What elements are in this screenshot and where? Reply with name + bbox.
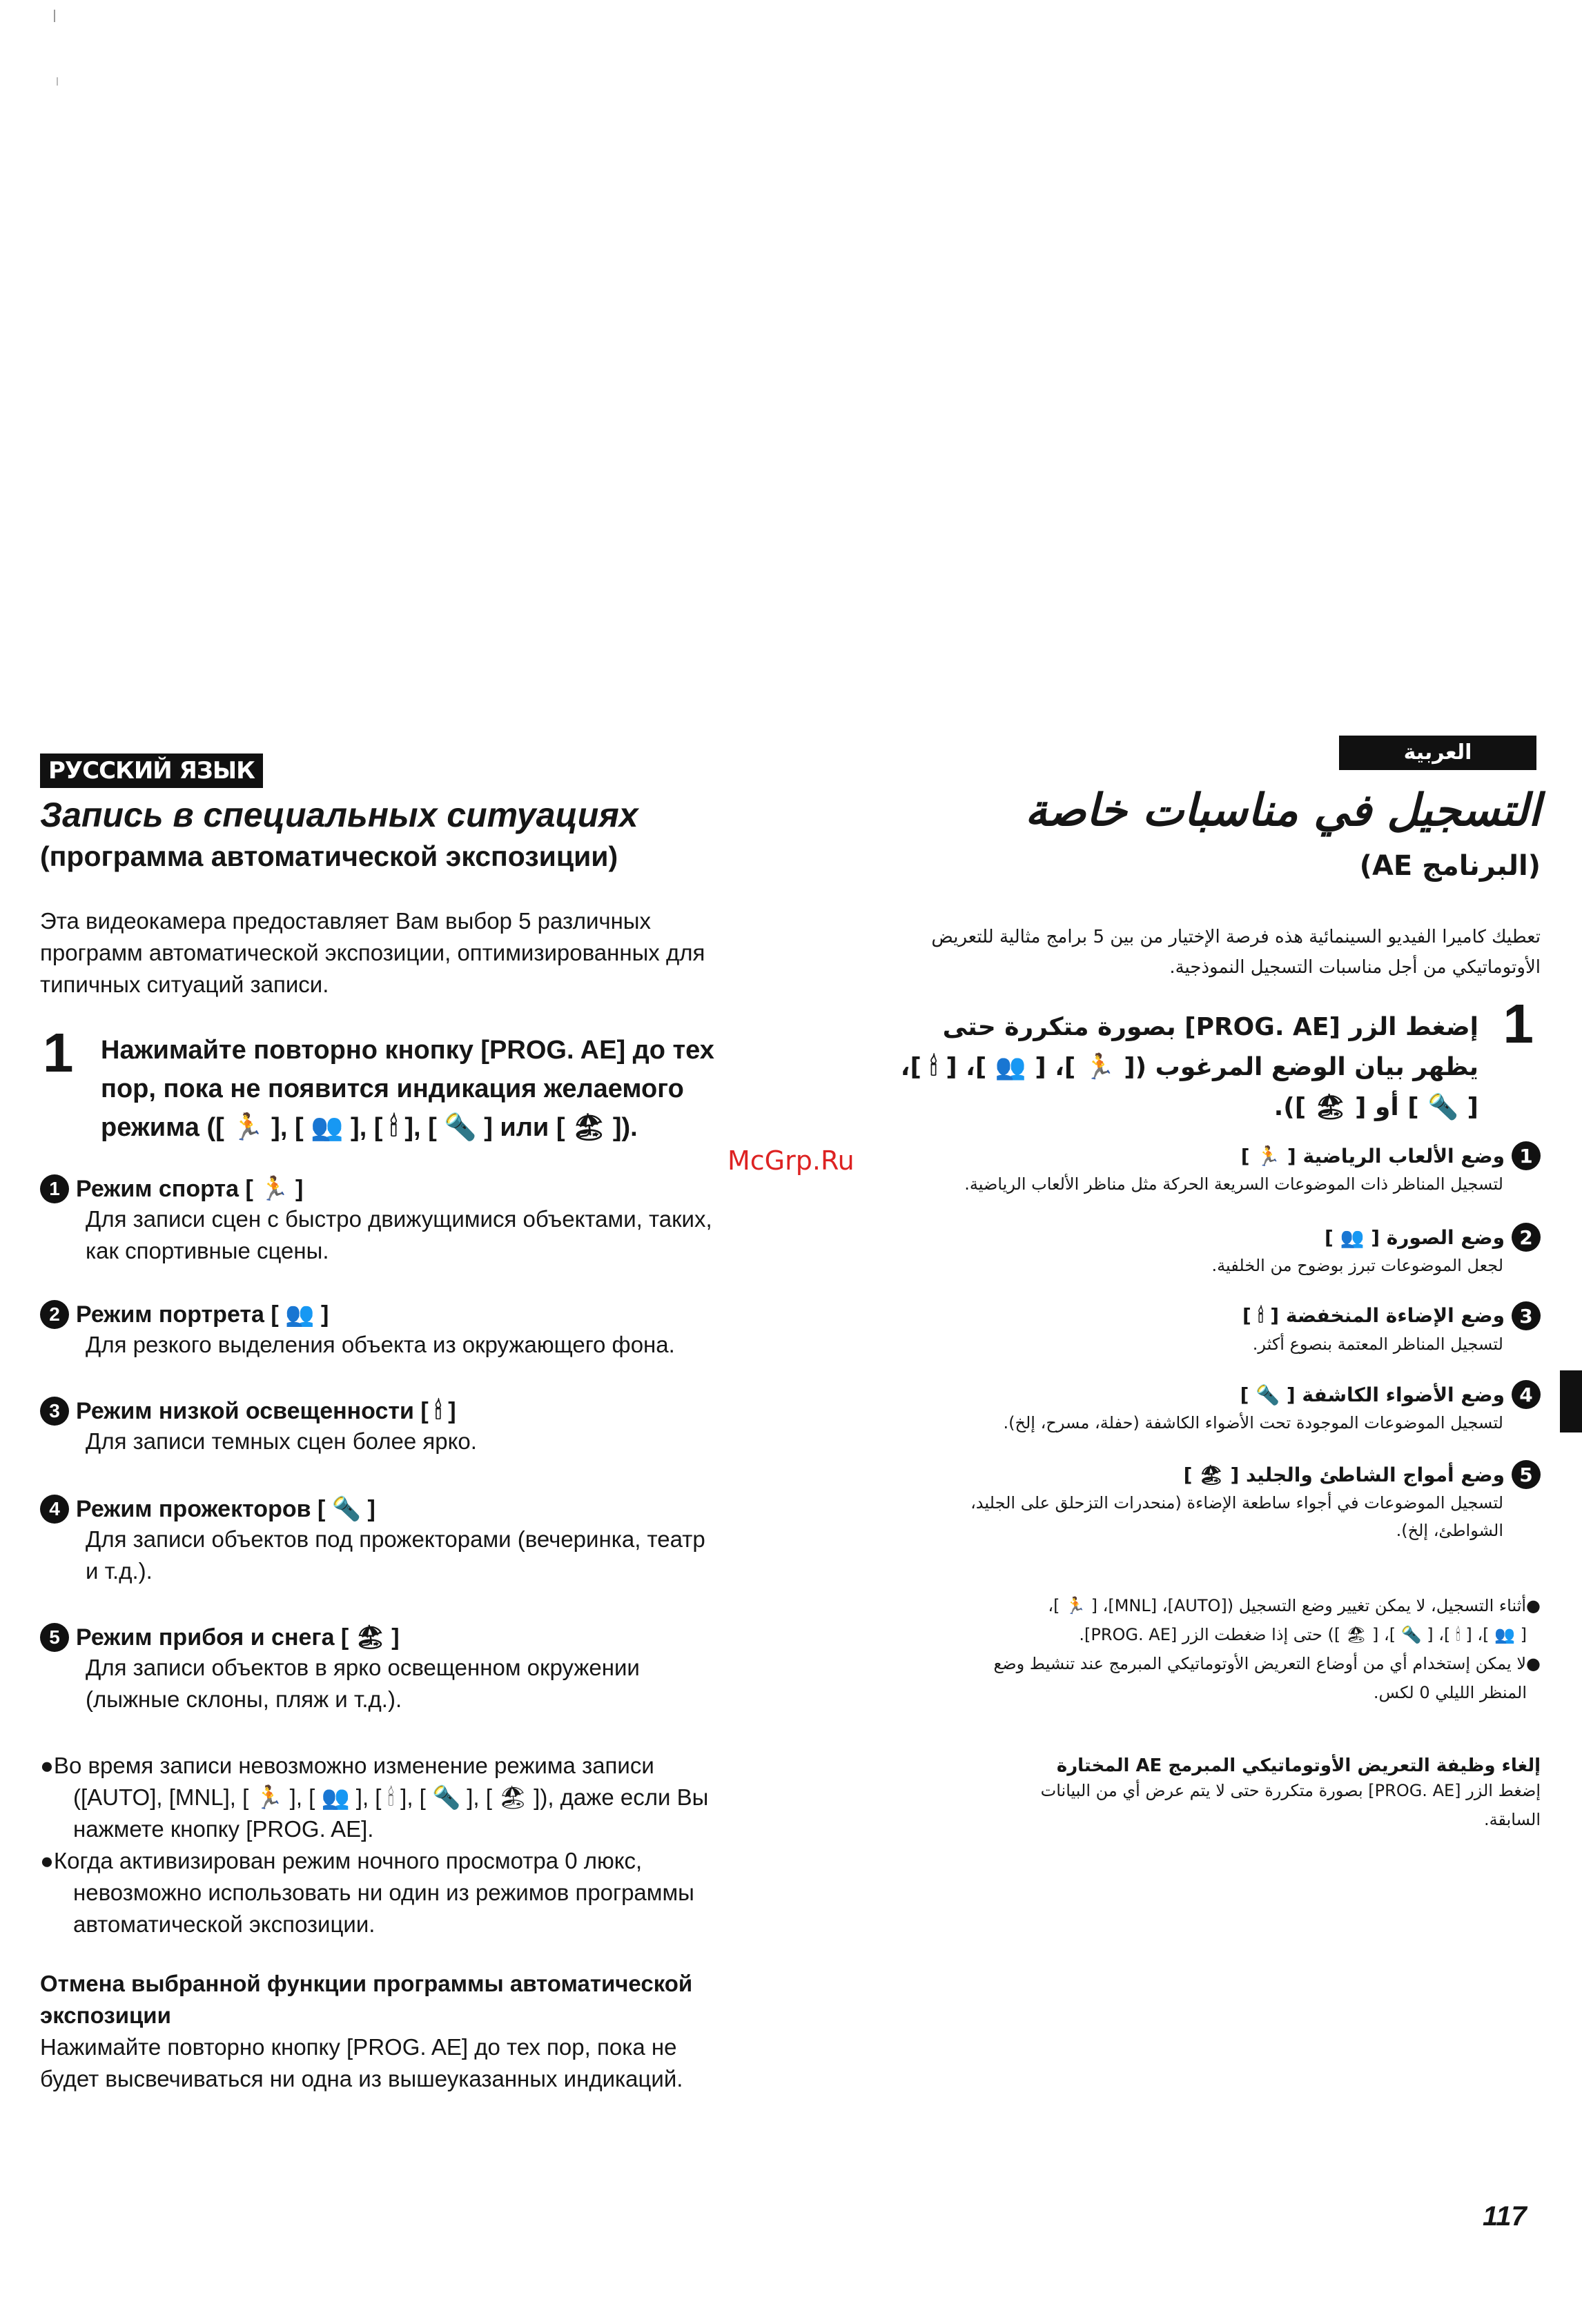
step-line: пор, пока не появится индикация желаемого — [101, 1074, 684, 1103]
mode-description-line: как спортивные сцены. — [86, 1238, 329, 1263]
mode-item-russian — [40, 1495, 813, 1587]
mode-item-russian — [40, 1174, 813, 1267]
cancel-text — [40, 2031, 813, 2095]
mode-item-russian — [40, 1623, 813, 1715]
scan-mark — [57, 77, 58, 86]
number-circle-icon: 2 — [40, 1300, 69, 1329]
mode-title-text: وضع الأضواء الكاشفة [ 🔦 ] — [1240, 1383, 1505, 1406]
mode-title-text: وضع أمواج الشاطئ والجليد [ 🏖 ] — [1183, 1463, 1505, 1486]
mode-description — [850, 1252, 1541, 1279]
mode-title — [40, 1623, 813, 1652]
number-circle-icon: 1 — [40, 1174, 69, 1203]
page-number: 117 — [1483, 2201, 1527, 2232]
mode-description-line: لتسجيل المناظر ذات الموضوعات السريعة الحركة مثل مناظر الألعاب الرياضية. — [964, 1174, 1503, 1194]
step-number-russian: 1 — [43, 1022, 74, 1083]
intro-arabic — [850, 922, 1541, 983]
mode-description — [850, 1330, 1541, 1358]
note-line: ●لا يمكن إستخدام أي من أوضاع التعريض الأوتوماتيكي المبرمج عند تنشيط وضع — [993, 1654, 1541, 1673]
cancel-text-line: السابقة. — [1483, 1810, 1541, 1829]
mode-title — [40, 1397, 813, 1426]
intro-russian — [40, 905, 813, 1001]
note-line: невозможно использовать ни один из режимов программы — [73, 1880, 694, 1905]
notes-arabic — [850, 1591, 1541, 1707]
subtitle-russian: (программа автоматической экспозиции) — [40, 840, 618, 872]
step-line: Нажимайте повторно кнопку [PROG. AE] до тех — [101, 1036, 714, 1065]
note-line: нажмете кнопку [PROG. AE]. — [73, 1816, 374, 1842]
mode-description-line: الشواطئ، إلخ). — [1396, 1521, 1503, 1540]
mode-item-arabic — [850, 1460, 1541, 1544]
intro-line: типичных ситуаций записи. — [40, 972, 329, 997]
intro-line: تعطيك كاميرا الفيديو السينمائية هذه فرصة الإختيار من بين 5 برامج مثالية للتعريض — [931, 927, 1541, 947]
mode-item-arabic — [850, 1380, 1541, 1437]
page-title-russian: Запись в специальных ситуациях — [40, 796, 638, 834]
mode-item-russian — [40, 1397, 813, 1457]
scan-mark — [54, 10, 55, 22]
note-line: ●Когда активизирован режим ночного просмотра 0 люкс, — [40, 1848, 643, 1873]
number-circle-icon: 4 — [40, 1495, 69, 1524]
intro-line: Эта видеокамера предоставляет Вам выбор 5 различных — [40, 908, 652, 934]
number-circle-icon: 2 — [1512, 1223, 1541, 1252]
note-item — [40, 1750, 813, 1845]
watermark: McGrp.Ru — [727, 1145, 855, 1176]
number-circle-icon: 5 — [40, 1623, 69, 1652]
mode-description-line: لتسجيل الموضوعات الموجودة تحت الأضواء الكاشفة (حفلة، مسرح، إلخ). — [1003, 1413, 1503, 1432]
mode-title — [850, 1141, 1541, 1170]
step-text-russian — [101, 1031, 819, 1147]
intro-line: الأوتوماتيكي من أجل مناسبات التسجيل النموذجية. — [1169, 957, 1541, 978]
subtitle-arabic: (البرنامج AE) — [1359, 850, 1541, 882]
mode-description-line: لتسجيل المناظر المعتمة بنصوع أكثر. — [1252, 1335, 1503, 1354]
mode-description — [40, 1524, 813, 1587]
mode-description — [40, 1203, 813, 1267]
cancel-section-arabic — [850, 1755, 1541, 1834]
mode-title-text: Режим низкой освещенности [ 🕯 ] — [76, 1397, 456, 1424]
cancel-text-line: إضغط الزر [PROG. AE] بصورة متكررة حتى لا يتم عرض أي من البيانات — [1040, 1781, 1541, 1800]
cancel-text-line: будет высвечиваться ни одна из вышеуказанных индикаций. — [40, 2066, 683, 2091]
step-text-arabic — [857, 1007, 1478, 1127]
mode-title — [850, 1460, 1541, 1489]
note-line: ●أثناء التسجيل، لا يمكن تغيير وضع التسجيل ([AUTO]، [MNL]، [ 🏃 ]، — [1048, 1596, 1541, 1615]
mode-title-text: Режим спорта [ 🏃 ] — [76, 1176, 304, 1202]
mode-title — [850, 1301, 1541, 1330]
mode-title — [40, 1300, 813, 1329]
number-circle-icon: 3 — [1512, 1301, 1541, 1330]
mode-description-line: (лыжные склоны, пляж и т.д.). — [86, 1686, 402, 1712]
intro-line: программ автоматической экспозиции, оптимизированных для — [40, 940, 705, 965]
mode-description-line: Для записи объектов в ярко освещенном окружении — [86, 1655, 640, 1680]
note-line: [ 👥 ]، [ 🕯 ]، [ 🔦 ]، [ 🏖 ]) حتى إذا ضغطت الزر [PROG. AE]. — [1079, 1625, 1527, 1644]
notes-russian — [40, 1750, 813, 1940]
cancel-text-line: Нажимайте повторно кнопку [PROG. AE] до тех пор, пока не — [40, 2034, 677, 2060]
mode-title-text: Режим портрета [ 👥 ] — [76, 1301, 329, 1328]
step-line: [ 🔦 ] أو [ 🏖 ]). — [1273, 1093, 1478, 1121]
step-number-arabic: 1 — [1503, 993, 1534, 1054]
note-item — [40, 1845, 813, 1940]
number-circle-icon: 5 — [1512, 1460, 1541, 1489]
number-circle-icon: 4 — [1512, 1380, 1541, 1409]
cancel-title — [40, 1968, 813, 2031]
note-line: ●Во время записи невозможно изменение режима записи — [40, 1753, 654, 1778]
page-title-arabic: التسجيل في مناسبات خاصة — [1024, 785, 1541, 836]
mode-description — [850, 1489, 1541, 1544]
mode-description — [850, 1409, 1541, 1437]
mode-title — [850, 1223, 1541, 1252]
language-label-russian: РУССКИЙ ЯЗЫК — [40, 754, 263, 788]
mode-title-text: Режим прибоя и снега [ 🏖 ] — [76, 1624, 400, 1651]
mode-title-text: Режим прожекторов [ 🔦 ] — [76, 1496, 375, 1522]
mode-item-arabic — [850, 1223, 1541, 1279]
cancel-text — [850, 1776, 1541, 1834]
mode-description-line: Для записи объектов под прожекторами (вечеринка, театр — [86, 1526, 705, 1552]
mode-title-text: وضع الصورة [ 👥 ] — [1325, 1225, 1505, 1249]
mode-item-arabic — [850, 1141, 1541, 1198]
mode-description-line: Для записи темных сцен более ярко. — [86, 1428, 477, 1454]
mode-description — [40, 1329, 813, 1361]
mode-description-line: Для резкого выделения объекта из окружающего фона. — [86, 1332, 675, 1357]
mode-description-line: لجعل الموضوعات تبرز بوضوح من الخلفية. — [1211, 1256, 1503, 1275]
mode-title — [850, 1380, 1541, 1409]
section-side-tab — [1560, 1370, 1582, 1432]
note-line: ([AUTO], [MNL], [ 🏃 ], [ 👥 ], [ 🕯 ], [ 🔦 ], [ 🏖 ]), даже если Вы — [73, 1784, 709, 1810]
mode-title-text: وضع الألعاب الرياضية [ 🏃 ] — [1240, 1144, 1505, 1168]
mode-item-arabic — [850, 1301, 1541, 1358]
cancel-section-russian — [40, 1968, 813, 2095]
cancel-title: إلغاء وظيفة التعريض الأوتوماتيكي المبرمج AE المختارة — [1056, 1755, 1541, 1776]
step-line: يظهر بيان الوضع المرغوب ([ 🏃 ]، [ 👥 ]، [ 🕯 ]، — [900, 1053, 1478, 1081]
number-circle-icon: 1 — [1512, 1141, 1541, 1170]
mode-description — [40, 1426, 813, 1457]
language-label-arabic: العربية — [1339, 736, 1536, 770]
mode-title-text: وضع الإضاءة المنخفضة [ 🕯 ] — [1242, 1304, 1505, 1327]
note-line: المنظر الليلي 0 لكس. — [1373, 1683, 1527, 1702]
cancel-title-line: Отмена выбранной функции программы автоматической — [40, 1971, 693, 1996]
step-line: إضغط الزر [PROG. AE] بصورة متكررة حتى — [942, 1013, 1478, 1041]
mode-description-line: لتسجيل الموضوعات في أجواء ساطعة الإضاءة (منحدرات التزحلق على الجليد، — [970, 1493, 1503, 1513]
mode-title — [40, 1495, 813, 1524]
mode-item-russian — [40, 1300, 813, 1361]
mode-title — [40, 1174, 813, 1203]
mode-description — [40, 1652, 813, 1715]
cancel-title-line: экспозиции — [40, 2002, 171, 2028]
number-circle-icon: 3 — [40, 1397, 69, 1426]
mode-description-line: Для записи сцен с быстро движущимися объектами, таких, — [86, 1206, 712, 1232]
step-line: режима ([ 🏃 ], [ 👥 ], [ 🕯 ], [ 🔦 ] или [ 🏖 ]). — [101, 1113, 638, 1142]
note-line: автоматической экспозиции. — [73, 1911, 375, 1937]
mode-description — [850, 1170, 1541, 1198]
mode-description-line: и т.д.). — [86, 1558, 153, 1584]
